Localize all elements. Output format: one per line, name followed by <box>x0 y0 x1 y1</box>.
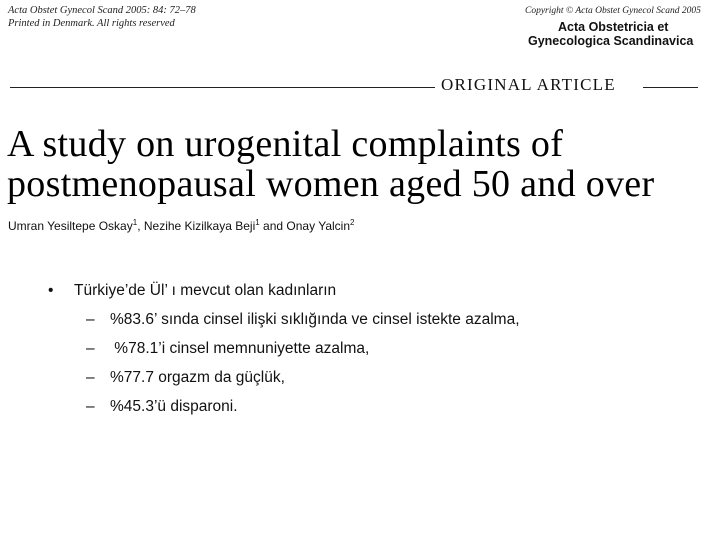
sub-bullet <box>48 305 520 334</box>
findings-list <box>48 276 520 421</box>
dash-icon: – <box>86 369 95 386</box>
bullet-main-text: Türkiye’de Ül’ ı mevcut olan kadınların <box>74 282 337 299</box>
copyright-text: Copyright © Acta Obstet Gynecol Scand 2005 <box>525 6 701 16</box>
header-rule-left <box>10 87 435 88</box>
sub-bullet <box>48 363 520 392</box>
citation-line-1: Acta Obstet Gynecol Scand 2005: 84: 72–78 <box>8 5 196 16</box>
author-2-affiliation: 1 <box>255 218 260 227</box>
journal-name-line-1: Acta Obstetricia et <box>558 20 669 34</box>
author-1-affiliation: 1 <box>132 218 138 227</box>
sub-bullet-text: %45.3’ü disparoni. <box>110 398 238 415</box>
author-3: Onay Yalcin <box>286 219 350 233</box>
article-type-label: ORIGINAL ARTICLE <box>441 75 616 94</box>
article-title-line-1: A study on urogenital complaints of <box>7 123 564 165</box>
author-2: Nezihe Kizilkaya Beji <box>143 219 256 233</box>
dash-icon: – <box>86 340 95 357</box>
sub-bullet-text: %83.6’ sında cinsel ilişki sıklığında ve cinsel istekte azalma, <box>110 311 520 328</box>
sub-bullet <box>48 334 520 363</box>
header-rule-right <box>643 87 698 88</box>
citation-line-2: Printed in Denmark. All rights reserved <box>8 18 175 29</box>
bullet-main <box>48 276 520 305</box>
author-1: Umran Yesiltepe Oskay <box>8 219 133 233</box>
journal-name-line-2: Gynecologica Scandinavica <box>528 34 694 48</box>
article-title-line-2: postmenopausal women aged 50 and over <box>7 163 655 205</box>
article-title <box>7 124 654 204</box>
sub-bullet-text: %77.7 orgazm da güçlük, <box>110 369 285 386</box>
sub-bullet <box>48 392 520 421</box>
author-list <box>8 218 354 233</box>
author-3-affiliation: 2 <box>350 218 355 227</box>
journal-name <box>528 20 693 48</box>
sub-bullet-text: %78.1’i cinsel memnuniyette azalma, <box>110 340 370 357</box>
author-separator: and <box>259 219 287 233</box>
dash-icon: – <box>86 398 95 415</box>
bullet-icon: • <box>48 282 54 299</box>
citation-block <box>8 4 196 30</box>
author-separator: , <box>137 219 144 233</box>
dash-icon: – <box>86 311 95 328</box>
